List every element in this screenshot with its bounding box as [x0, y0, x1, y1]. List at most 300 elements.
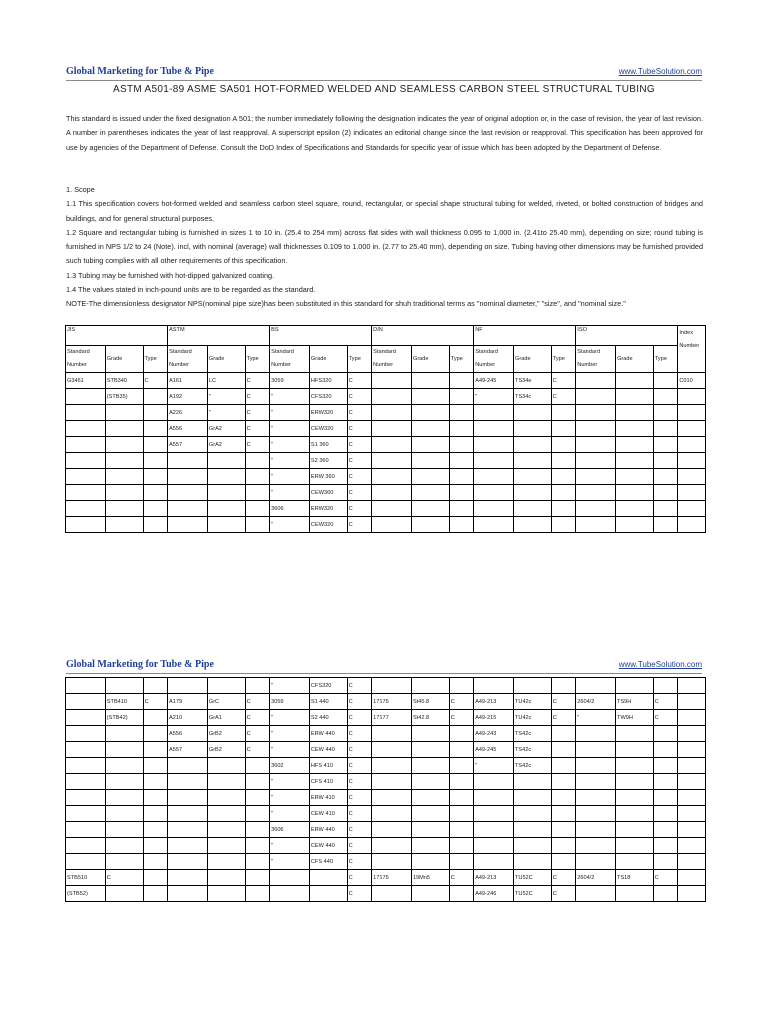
table-cell: A556: [168, 726, 208, 742]
table-cell: [576, 517, 616, 533]
table-cell: A226: [168, 405, 208, 421]
table-cell: [168, 453, 208, 469]
table-cell: [207, 453, 245, 469]
table-cell: GrA2: [207, 421, 245, 437]
table-cell: C: [245, 421, 270, 437]
group-header-nf: NF: [474, 326, 576, 346]
table-cell: [66, 774, 106, 790]
table-cell: 17177: [372, 710, 412, 726]
table-cell: [551, 421, 576, 437]
table-cell: C: [347, 790, 371, 806]
table-cell: [449, 886, 473, 902]
table-cell: [678, 838, 706, 854]
table-cell: [411, 758, 449, 774]
table-cell: C: [347, 742, 371, 758]
table-cell: [653, 373, 678, 389]
table-cell: (STB42): [105, 710, 143, 726]
table-cell: [245, 453, 270, 469]
table-cell: A192: [168, 389, 208, 405]
table-cell: C: [143, 373, 168, 389]
table-cell: C: [347, 517, 372, 533]
table-cell: St42.8: [411, 710, 449, 726]
table-cell: ": [207, 389, 245, 405]
table-cell: [372, 758, 412, 774]
table-cell: TU52C: [513, 870, 551, 886]
table-cell: C: [653, 710, 677, 726]
table-cell: C: [653, 870, 677, 886]
table-cell: [168, 758, 208, 774]
table-row: [66, 758, 706, 774]
table-cell: [207, 517, 245, 533]
table-cell: [449, 485, 474, 501]
table-cell: [411, 469, 449, 485]
table-cell: [270, 886, 310, 902]
table-cell: [474, 806, 514, 822]
table-cell: ": [270, 838, 310, 854]
table-cell: [105, 469, 143, 485]
table-cell: C: [347, 854, 371, 870]
table-cell: [551, 453, 576, 469]
table-cell: [411, 389, 449, 405]
table-cell: [678, 678, 706, 694]
sub-header-row: [66, 346, 706, 373]
table-cell: C: [347, 453, 372, 469]
table-cell: ERW320: [309, 405, 347, 421]
table-cell: [449, 678, 473, 694]
table-cell: [245, 678, 269, 694]
table-cell: C: [347, 694, 371, 710]
table-cell: [653, 421, 678, 437]
table-cell: ": [270, 389, 310, 405]
table-row: [66, 678, 706, 694]
standards-table-2: [65, 677, 706, 902]
table-cell: [168, 886, 208, 902]
table-cell: [143, 742, 167, 758]
table-cell: C: [347, 806, 371, 822]
table-cell: C: [449, 710, 473, 726]
table-cell: [105, 437, 143, 453]
table-cell: [207, 870, 245, 886]
table-cell: [245, 838, 269, 854]
table-cell: [105, 886, 143, 902]
table-cell: [143, 806, 167, 822]
table-cell: [245, 501, 270, 517]
table-cell: [245, 822, 269, 838]
table-cell: [474, 485, 514, 501]
table-cell: CEW 410: [309, 806, 347, 822]
table-cell: [551, 758, 575, 774]
scope-heading: 1. Scope: [66, 185, 95, 194]
table-cell: ": [270, 678, 310, 694]
table-cell: [474, 517, 514, 533]
table-cell: [678, 453, 706, 469]
table-cell: GrA2: [207, 437, 245, 453]
grade-header: Grade: [616, 346, 654, 373]
table-cell: [372, 405, 412, 421]
table-cell: [168, 469, 208, 485]
table-cell: [105, 726, 143, 742]
table-cell: [207, 501, 245, 517]
table-cell: STB510: [66, 870, 106, 886]
table-row: [66, 838, 706, 854]
table-cell: C: [551, 694, 575, 710]
table-cell: [576, 838, 616, 854]
table-cell: [411, 678, 449, 694]
table-cell: ERW 440: [309, 726, 347, 742]
table-cell: [576, 806, 616, 822]
standard-number-header: Standard Number: [576, 346, 616, 373]
table-cell: [551, 517, 576, 533]
brand-name: Global Marketing for Tube & Pipe: [66, 659, 214, 670]
type-header: Type: [245, 346, 270, 373]
type-header: Type: [143, 346, 168, 373]
table-cell: [143, 854, 167, 870]
table-cell: C: [105, 870, 143, 886]
table-cell: [449, 742, 473, 758]
table-cell: [105, 453, 143, 469]
table-cell: [514, 485, 552, 501]
table-cell: TU42c: [513, 710, 551, 726]
table-cell: [653, 453, 678, 469]
table-cell: TS42c: [513, 726, 551, 742]
table-cell: [576, 726, 616, 742]
table-cell: 3059: [270, 694, 310, 710]
table-cell: [143, 453, 168, 469]
table-cell: [411, 485, 449, 501]
table-cell: [143, 774, 167, 790]
table-cell: [372, 742, 412, 758]
table-cell: [449, 854, 473, 870]
table-cell: [168, 517, 208, 533]
table-cell: [143, 886, 167, 902]
table-cell: [143, 389, 168, 405]
table-cell: 19Mn5: [411, 870, 449, 886]
table-cell: [372, 838, 412, 854]
table-row: [66, 822, 706, 838]
table-cell: [143, 838, 167, 854]
table-cell: [678, 822, 706, 838]
table-cell: [245, 886, 269, 902]
table-cell: ERW320: [309, 501, 347, 517]
table-cell: [653, 742, 677, 758]
table-cell: ": [270, 421, 310, 437]
table-cell: [411, 421, 449, 437]
table-row: [66, 886, 706, 902]
table-cell: C: [245, 726, 269, 742]
table-cell: [474, 790, 514, 806]
table-cell: [514, 517, 552, 533]
table-cell: [678, 774, 706, 790]
table-cell: [653, 726, 677, 742]
table-cell: [105, 822, 143, 838]
table-row: [66, 517, 706, 533]
table-cell: [514, 437, 552, 453]
table-cell: [105, 678, 143, 694]
table-cell: [513, 678, 551, 694]
table-cell: [143, 421, 168, 437]
table-row: [66, 870, 706, 886]
table-cell: C: [449, 870, 473, 886]
table-cell: A49-213: [474, 870, 514, 886]
table-cell: [653, 678, 677, 694]
table-cell: TS34c: [514, 389, 552, 405]
table-cell: [207, 774, 245, 790]
group-header-din: DIN: [372, 326, 474, 346]
table-cell: [143, 501, 168, 517]
table-cell: [514, 453, 552, 469]
grade-header: Grade: [207, 346, 245, 373]
table-cell: [616, 373, 654, 389]
table-cell: [449, 790, 473, 806]
table-cell: [245, 485, 270, 501]
table-cell: [66, 469, 106, 485]
table-cell: [411, 405, 449, 421]
table-cell: A557: [168, 742, 208, 758]
table-cell: [105, 854, 143, 870]
table-cell: [372, 453, 412, 469]
table-cell: [105, 501, 143, 517]
table-cell: [105, 806, 143, 822]
table-row: [66, 726, 706, 742]
table-cell: A49-245: [474, 742, 514, 758]
table-cell: [411, 774, 449, 790]
group-header-bs: BS: [270, 326, 372, 346]
table-cell: [168, 485, 208, 501]
table-cell: [678, 389, 706, 405]
table-row: [66, 405, 706, 421]
table-cell: [576, 742, 616, 758]
table-cell: CFS 440: [309, 854, 347, 870]
intro-paragraph: [66, 112, 703, 155]
intro-text: This standard is issued under the fixed designation A 501; the number immediately following the designation indicates the year of original adoption or, in the case of revision, the year of last revision. A number in parentheses indicates the year of last reapproval. A superscript epsilon (2) indicates an editorial change since the last revision or reapproval. This specification has been approved for use by agencies of the Department of Defense. Consult the DoD Index of Specifications and Standards for specific year of issue which has been adopted by the Department of Defense.: [66, 114, 703, 152]
table-cell: [551, 838, 575, 854]
table-cell: [653, 437, 678, 453]
table-cell: [245, 774, 269, 790]
group-header-iso: ISO: [576, 326, 678, 346]
table-cell: TS18: [616, 870, 654, 886]
table-cell: [616, 790, 654, 806]
table-row: [66, 373, 706, 389]
table-cell: C: [551, 373, 576, 389]
table-cell: A49-243: [474, 726, 514, 742]
table-cell: [372, 886, 412, 902]
table-cell: [143, 758, 167, 774]
table-cell: C: [245, 389, 270, 405]
table-cell: (STB52): [66, 886, 106, 902]
table-cell: GrB2: [207, 742, 245, 758]
table-cell: [66, 421, 106, 437]
table-cell: [66, 822, 106, 838]
table-cell: [616, 822, 654, 838]
table-cell: [143, 822, 167, 838]
table-cell: 2604/2: [576, 870, 616, 886]
table-cell: [576, 469, 616, 485]
table-cell: [66, 437, 106, 453]
table-cell: ": [474, 389, 514, 405]
scope-1-2: 1.2 Square and rectangular tubing is furnished in sizes 1 to 10 in. (25.4 to 254 mm) across flat sides with wall thickness 0.095 to 1,000 in. (2.41to 25.40 mm), depending on size; round tubing is furnished in NPS 1/2 to 24 (Note). incl, with nominal (average) wall thicknesses 0.109 to 1.000 in. (2.77 to 25.40 mm), depending on size. Tubing having other dimensions may be furnished provided such tubing complies with all other requirements of this specification.: [66, 227, 703, 266]
table-cell: [616, 854, 654, 870]
table-cell: [143, 405, 168, 421]
table-cell: [66, 790, 106, 806]
table-cell: [576, 774, 616, 790]
table-cell: [474, 453, 514, 469]
table-cell: [66, 838, 106, 854]
table-cell: [411, 517, 449, 533]
table-cell: [143, 469, 168, 485]
table-cell: [372, 485, 412, 501]
table-cell: C: [347, 469, 372, 485]
table-cell: G3461: [66, 373, 106, 389]
table-cell: [449, 405, 474, 421]
table-cell: [653, 469, 678, 485]
table-cell: C: [449, 694, 473, 710]
table-cell: [653, 517, 678, 533]
table-cell: [411, 373, 449, 389]
table-cell: [105, 790, 143, 806]
table-cell: [372, 774, 412, 790]
table-row: [66, 389, 706, 405]
table-cell: [245, 517, 270, 533]
table-cell: [372, 854, 412, 870]
table-cell: [616, 774, 654, 790]
table-cell: CEW320: [309, 517, 347, 533]
table-cell: [449, 437, 474, 453]
table-cell: S1 360: [309, 437, 347, 453]
table-cell: C: [551, 710, 575, 726]
table-cell: [372, 790, 412, 806]
table-cell: C: [245, 405, 270, 421]
table-cell: St45.8: [411, 694, 449, 710]
table-cell: [449, 822, 473, 838]
table-cell: [207, 806, 245, 822]
group-header-row: [66, 326, 706, 346]
table-row: [66, 742, 706, 758]
table-cell: C: [347, 838, 371, 854]
table-cell: C: [347, 774, 371, 790]
table-cell: 17175: [372, 870, 412, 886]
table-cell: C: [347, 886, 371, 902]
table-cell: [576, 405, 616, 421]
table-cell: [411, 437, 449, 453]
table-cell: C: [347, 437, 372, 453]
table-cell: ": [207, 405, 245, 421]
table-cell: [653, 758, 677, 774]
table-cell: [474, 405, 514, 421]
table-cell: [449, 421, 474, 437]
table-cell: [678, 726, 706, 742]
scope-1-1: 1.1 This specification covers hot-formed welded and seamless carbon steel square, round, rectangular, or special shape structural tubing for welded, riveted, or bolted construction of bridges and buildings, and for general structural purposes.: [66, 199, 703, 223]
scope-section: [66, 183, 703, 312]
table-cell: (STB35): [105, 389, 143, 405]
table-cell: [66, 710, 106, 726]
table-cell: C: [347, 421, 372, 437]
table-cell: C: [347, 710, 371, 726]
table-cell: [449, 453, 474, 469]
table-cell: ": [576, 710, 616, 726]
table-cell: [105, 405, 143, 421]
table-cell: [678, 758, 706, 774]
table-cell: [653, 838, 677, 854]
table-cell: [66, 405, 106, 421]
table-cell: [514, 501, 552, 517]
table-cell: [678, 790, 706, 806]
table-cell: CEW360: [309, 485, 347, 501]
table-cell: C: [347, 373, 372, 389]
table-cell: [474, 501, 514, 517]
table-cell: [616, 469, 654, 485]
table-cell: C: [551, 389, 576, 405]
table-cell: [168, 854, 208, 870]
table-cell: [411, 453, 449, 469]
table-cell: [616, 437, 654, 453]
table-cell: [168, 822, 208, 838]
table-cell: ": [270, 405, 310, 421]
table-cell: [449, 389, 474, 405]
table-cell: [551, 790, 575, 806]
table-cell: ERW 440: [309, 822, 347, 838]
table-cell: CFS320: [309, 678, 347, 694]
table-cell: CFS320: [309, 389, 347, 405]
website-link[interactable]: www.TubeSolution.com: [618, 660, 702, 669]
table-cell: [168, 774, 208, 790]
grade-header: Grade: [105, 346, 143, 373]
table-cell: S1 440: [309, 694, 347, 710]
table-cell: [449, 774, 473, 790]
table-cell: C010: [678, 373, 706, 389]
table-cell: [66, 453, 106, 469]
type-header: Type: [551, 346, 576, 373]
table-cell: [678, 421, 706, 437]
table-cell: [616, 806, 654, 822]
table-cell: [616, 726, 654, 742]
table-cell: [411, 854, 449, 870]
table-cell: [168, 838, 208, 854]
table-cell: [551, 501, 576, 517]
table-cell: [270, 870, 310, 886]
table-cell: [474, 421, 514, 437]
table-cell: [576, 886, 616, 902]
website-link[interactable]: www.TubeSolution.com: [618, 67, 702, 76]
table-cell: [449, 806, 473, 822]
table-cell: [678, 870, 706, 886]
table-cell: [143, 726, 167, 742]
table-cell: [66, 854, 106, 870]
table-cell: 3059: [270, 373, 310, 389]
table-cell: [245, 854, 269, 870]
table-cell: ERW 410: [309, 790, 347, 806]
group-header-astm: ASTM: [168, 326, 270, 346]
table-cell: [678, 469, 706, 485]
table-cell: [105, 421, 143, 437]
table-cell: CEW 440: [309, 838, 347, 854]
table-cell: [143, 485, 168, 501]
table-cell: C: [347, 678, 371, 694]
table-cell: [513, 838, 551, 854]
table-cell: [653, 485, 678, 501]
table-cell: C: [347, 405, 372, 421]
table-cell: [678, 485, 706, 501]
standard-number-header: Standard Number: [474, 346, 514, 373]
table-cell: C: [347, 758, 371, 774]
brand-name: Global Marketing for Tube & Pipe: [66, 66, 214, 77]
standard-number-header: Standard Number: [66, 346, 106, 373]
table-row: [66, 485, 706, 501]
table-row: [66, 437, 706, 453]
table-cell: [207, 758, 245, 774]
table-cell: C: [653, 694, 677, 710]
table-cell: [576, 501, 616, 517]
table-row: [66, 453, 706, 469]
